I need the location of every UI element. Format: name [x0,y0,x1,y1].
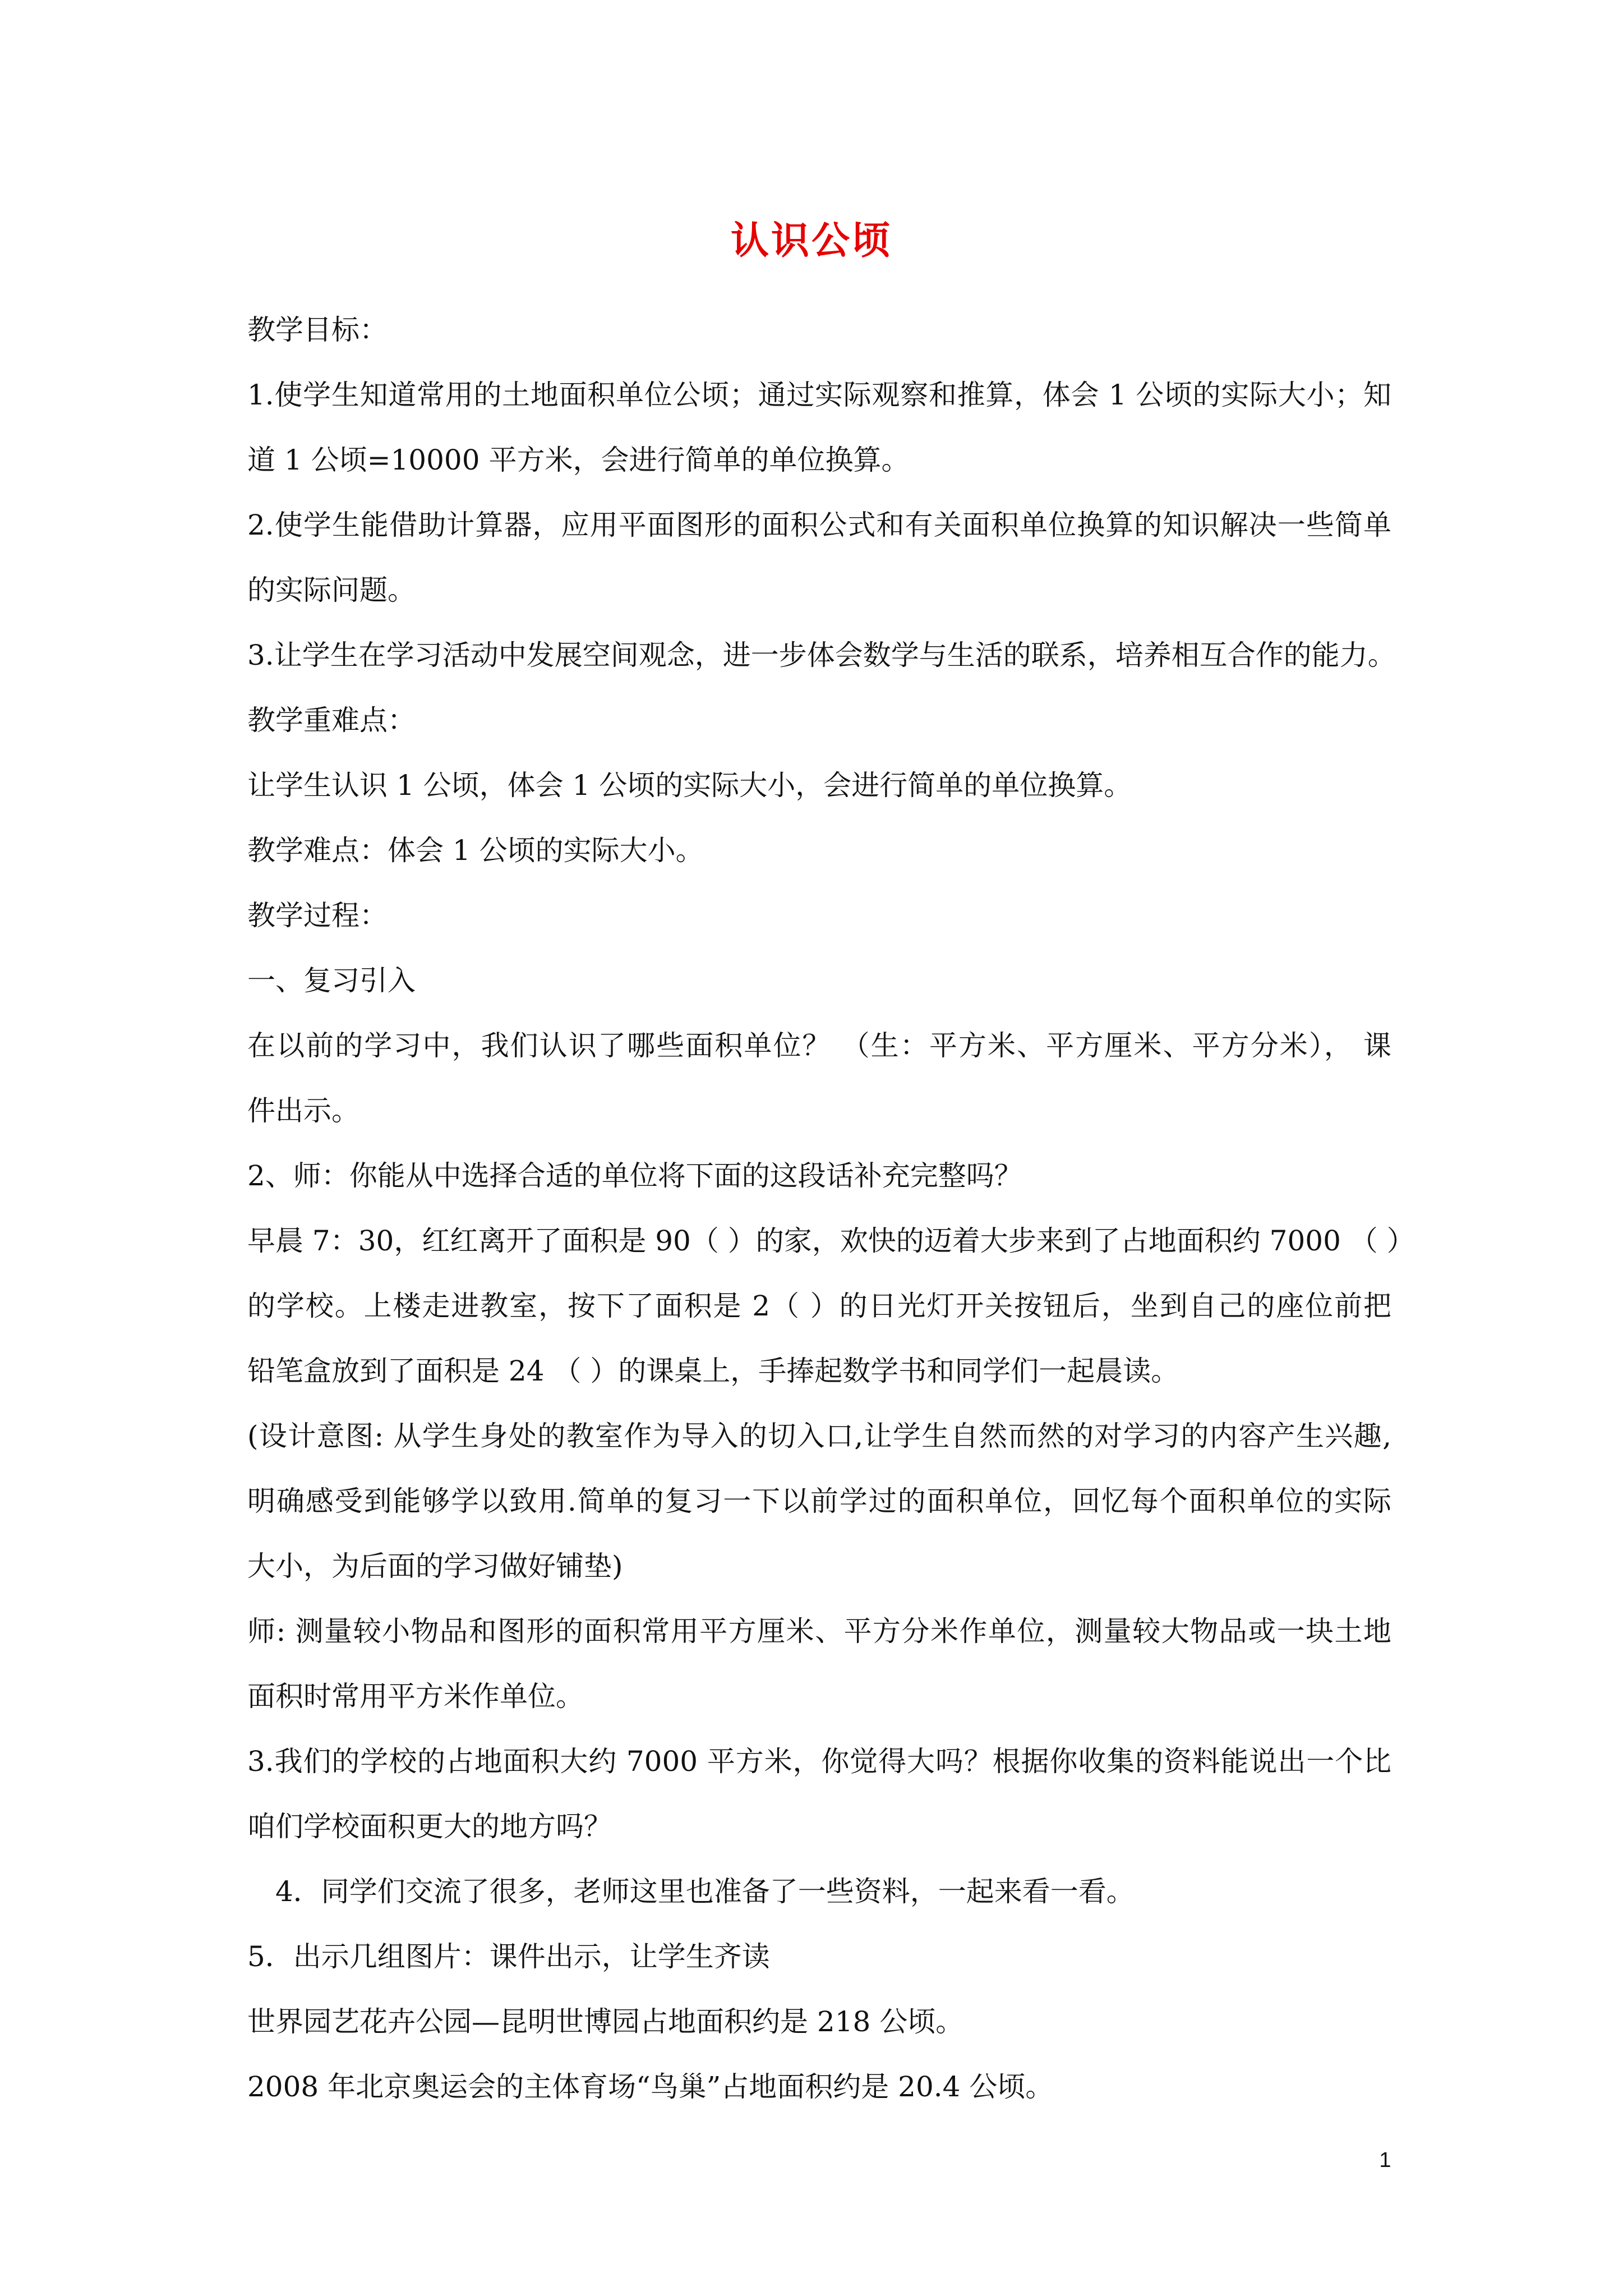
paragraph-line-review-question-cont: 件出示。 [247,1094,359,1127]
paragraph-line-birds-nest: 2008 年北京奥运会的主体育场“鸟巢”占地面积约是 20.4 公顷。 [247,2070,1054,2103]
paragraph-line-process-heading: 教学过程： [247,899,388,932]
paragraph-line-fill-blank-3: 铅笔盒放到了面积是 24 （ ）的课桌上，手捧起数学书和同学们一起晨读。 [247,1355,1179,1387]
paragraph-line-objective-2-cont: 的实际问题。 [247,574,416,606]
document-title: 认识公顷 [730,218,892,263]
paragraph-line-objective-2: 2.使学生能借助计算器，应用平面图形的面积公式和有关面积单位换算的知识解决一些简单 [247,509,1391,541]
paragraph-line-objective-3: 3.让学生在学习活动中发展空间观念，进一步体会数学与生活的联系，培养相互合作的能力。 [247,639,1396,671]
paragraph-line-review-question: 在以前的学习中，我们认识了哪些面积单位？ （生：平方米、平方厘米、平方分米）， 课 [247,1029,1391,1062]
paragraph-line-school-area-2: 咱们学校面积更大的地方吗？ [247,1810,612,1843]
paragraph-line-section-review: 一、复习引入 [247,964,416,997]
paragraph-line-objective-1: 1.使学生知道常用的土地面积单位公顷；通过实际观察和推算，体会 1 公顷的实际大小；知 [247,379,1391,411]
paragraph-line-key-points-heading: 教学重难点： [247,704,416,737]
paragraph-line-design-intent-3: 大小，为后面的学习做好铺垫) [247,1550,623,1582]
paragraph-line-objective-1-cont: 道 1 公顷=10000 平方米，会进行简单的单位换算。 [247,444,910,476]
paragraph-line-design-intent-2: 明确感受到能够学以致用.简单的复习一下以前学过的面积单位，回忆每个面积单位的实际 [247,1485,1391,1517]
paragraph-line-teacher-note-1: 师: 测量较小物品和图形的面积常用平方厘米、平方分米作单位，测量较大物品或一块土地 [247,1615,1391,1648]
paragraph-line-design-intent-1: (设计意图: 从学生身处的教室作为导入的切入口,让学生自然而然的对学习的内容产生兴趣, [247,1420,1391,1452]
paragraph-line-key-points: 让学生认识 1 公顷，体会 1 公顷的实际大小，会进行简单的单位换算。 [247,769,1132,802]
paragraph-line-teacher-prompt: 2、师：你能从中选择合适的单位将下面的这段话补充完整吗？ [247,1159,1022,1192]
paragraph-line-teacher-note-2: 面积时常用平方米作单位。 [247,1680,584,1713]
paragraph-line-difficulty: 教学难点：体会 1 公顷的实际大小。 [247,834,704,867]
paragraph-line-expo-garden: 世界园艺花卉公园—昆明世博园占地面积约是 218 公顷。 [247,2005,964,2038]
paragraph-line-objectives-heading: 教学目标： [247,314,388,346]
paragraph-line-show-pictures: 5．出示几组图片：课件出示，让学生齐读 [247,1940,770,1973]
paragraph-line-fill-blank-1: 早晨 7：30，红红离开了面积是 90（ ）的家，欢快的迈着大步来到了占地面积约 7000 （ ） [247,1225,1415,1257]
document-body [247,297,1415,2119]
page-number: 1 [1379,2148,1391,2172]
paragraph-line-exchange: 4．同学们交流了很多，老师这里也准备了一些资料，一起来看一看。 [275,1875,1135,1908]
paragraph-line-school-area-1: 3.我们的学校的占地面积大约 7000 平方米，你觉得大吗？根据你收集的资料能说出一个比 [247,1745,1391,1778]
paragraph-line-fill-blank-2: 的学校。上楼走进教室，按下了面积是 2（ ）的日光灯开关按钮后，坐到自己的座位前把 [247,1290,1391,1322]
